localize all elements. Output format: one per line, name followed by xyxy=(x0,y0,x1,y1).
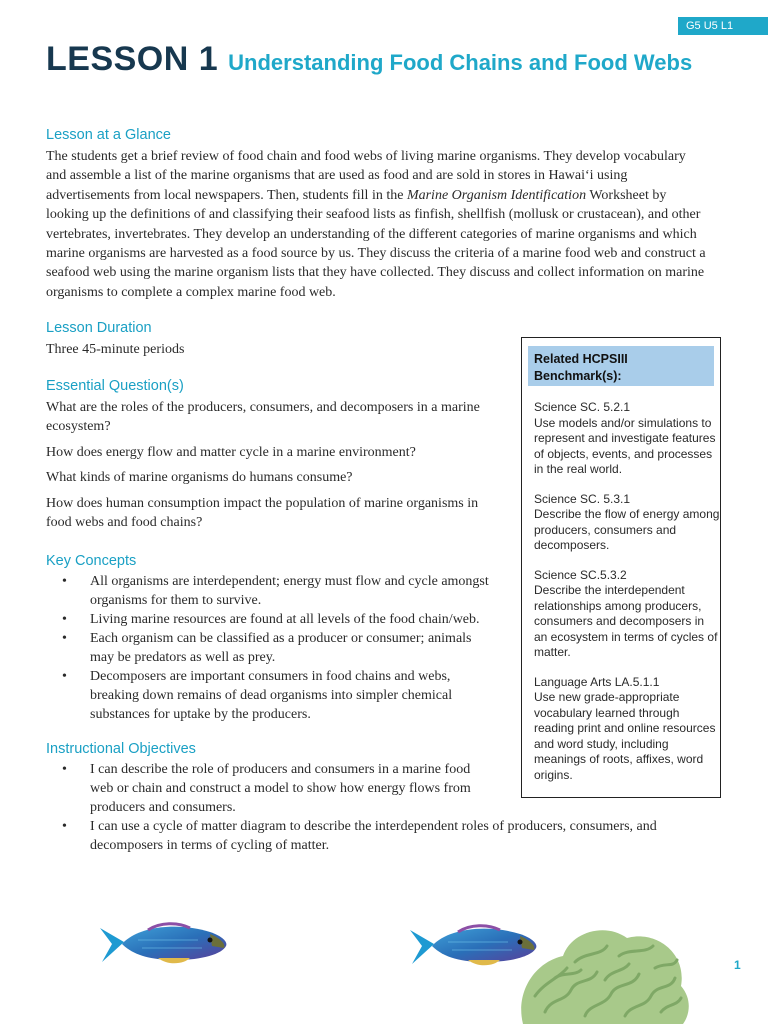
glance-text-italic: Marine Organism Identification xyxy=(406,187,587,203)
questions-heading: Essential Question(s) xyxy=(46,378,184,394)
benchmark-item xyxy=(534,568,720,661)
concept-item: • Decomposers are important consumers in food chains and webs, breaking down remains of dead organisms into simpler chemical substances for uptake by the producers. xyxy=(62,669,453,722)
concept-item: • All organisms are interdependent; energy must flow and cycle amongst organisms for them to survive. xyxy=(62,574,489,608)
benchmark-item xyxy=(534,400,720,478)
benchmark-code: Science SC. 5.3.1 xyxy=(534,491,631,506)
page-number: 1 xyxy=(734,958,741,972)
concept-item: • Each organism can be classified as a producer or consumer; animals may be predators as well as prey. xyxy=(62,631,472,665)
benchmarks-heading: Related HCPSIII Benchmark(s): xyxy=(528,346,714,386)
concept-item: • Living marine resources are found at all levels of the food chain/web. xyxy=(62,612,480,627)
duration-text: Three 45-minute periods xyxy=(46,342,185,357)
glance-text-2: Worksheet by looking up the definitions of and classifying their seafood lists as finfish, shellfish (mollusk or crustacean), and other vertebrates, invertebrates. They develop an understanding of the different categories of marine organisms and which marine organisms are harvested as a food source by us. They discuss the criteria of a marine food web and construct a seafood web using the marine organism lists that they have collected. They discuss and collect information on marine organisms to complete a complex marine food web. xyxy=(46,187,706,300)
question-item: How does energy flow and matter cycle in a marine environment? xyxy=(46,444,416,460)
benchmark-text: Use models and/or simulations to represent and investigate features of objects, events, and processes in the real world. xyxy=(534,415,716,476)
question-item: How does human consumption impact the population of marine organisms in food webs and food chains? xyxy=(46,495,479,531)
glance-heading: Lesson at a Glance xyxy=(46,127,171,143)
benchmark-text: Describe the interdependent relationships among producers, consumers and decomposers in an ecosystem in terms of cycles of matter. xyxy=(534,583,718,659)
concepts-list xyxy=(62,572,492,724)
concepts-heading: Key Concepts xyxy=(46,553,137,569)
page-title xyxy=(46,40,692,79)
benchmark-text: Describe the flow of energy among producers, consumers and decomposers. xyxy=(534,507,720,552)
benchmark-code: Science SC. 5.2.1 xyxy=(534,400,631,414)
parrotfish-illustration xyxy=(98,920,230,968)
question-item: What are the roles of the producers, consumers, and decomposers in a marine ecosystem? xyxy=(46,400,480,435)
objectives-heading: Instructional Objectives xyxy=(46,741,196,757)
lesson-number: LESSON 1 xyxy=(46,40,219,78)
duration-heading: Lesson Duration xyxy=(46,320,152,336)
benchmark-item xyxy=(534,675,720,784)
brain-coral-illustration xyxy=(515,912,695,1024)
objective-item: • I can describe the role of producers and consumers in a marine food web or chain and construct a model to show how energy flows from producers and consumers. xyxy=(62,762,471,815)
questions-list xyxy=(46,398,501,532)
benchmark-code: Science SC.5.3.2 xyxy=(534,567,627,582)
question-item: What kinds of marine organisms do humans consume? xyxy=(46,470,353,486)
lesson-subtitle: Understanding Food Chains and Food Webs xyxy=(228,50,693,75)
glance-paragraph xyxy=(46,147,708,302)
benchmarks-box xyxy=(521,337,721,798)
benchmark-code: Language Arts LA.5.1.1 xyxy=(534,674,660,689)
unit-tag: G5 U5 L1 xyxy=(678,17,768,35)
benchmark-item xyxy=(534,492,720,554)
objective-item: • I can use a cycle of matter diagram to describe the interdependent roles of producers, consumers, and decomposers in terms of cycling of matter. xyxy=(62,819,657,853)
glance-text-1: The students get a brief review of food chain and food webs of living marine organisms. They develop vocabulary and assemble a list of the marine organisms that are used as food and are sold in stores in Hawai‘i using advertisements from local newspapers. Then, students fill in the xyxy=(46,149,686,203)
benchmark-text: Use new grade-appropriate vocabulary learned through reading print and online resources and word study, including meanings of roots, affixes, word origins. xyxy=(534,690,716,782)
